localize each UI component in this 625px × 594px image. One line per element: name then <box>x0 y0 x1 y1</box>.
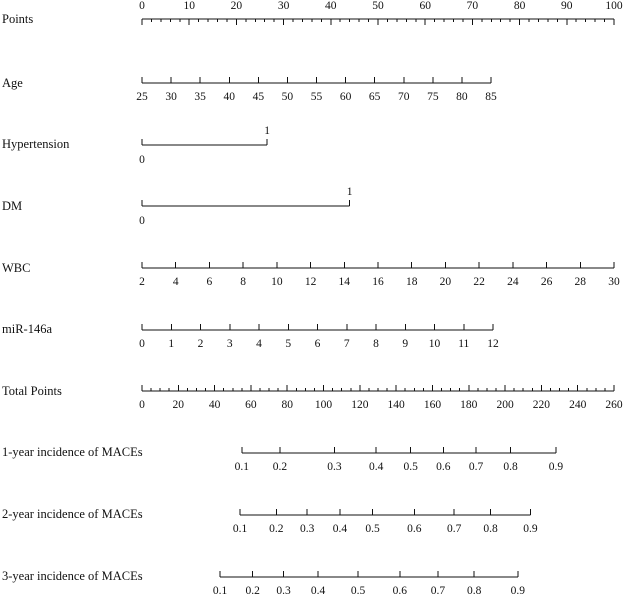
tick-label: 30 <box>608 276 620 288</box>
tick-label: 260 <box>605 399 623 411</box>
tick-label: 10 <box>271 276 283 288</box>
tick-label: 70 <box>398 91 410 103</box>
tick-label: 40 <box>223 91 235 103</box>
tick-label: 85 <box>485 91 497 103</box>
tick-label: 200 <box>496 399 514 411</box>
tick-label: 180 <box>460 399 478 411</box>
tick-label: 0.5 <box>350 585 366 594</box>
tick-label: 4 <box>256 338 262 350</box>
tick-label: 80 <box>456 91 468 103</box>
tick-label: 0.1 <box>234 461 250 473</box>
tick-label: 20 <box>230 0 243 12</box>
tick-label: 26 <box>540 276 553 288</box>
tick-label: 80 <box>281 399 293 411</box>
tick-label: 70 <box>466 0 479 12</box>
tick-label: 10 <box>183 0 195 12</box>
tick-label: 0.1 <box>212 585 228 594</box>
nomogram-row <box>2 186 353 227</box>
tick-label: 30 <box>277 0 290 12</box>
row-label: 2-year incidence of MACEs <box>2 507 143 521</box>
tick-label: 0.4 <box>332 523 348 535</box>
tick-label: 50 <box>281 91 294 103</box>
row-label: 3-year incidence of MACEs <box>2 569 143 583</box>
tick-label: 6 <box>314 338 321 350</box>
tick-label: 140 <box>387 399 405 411</box>
tick-label: 16 <box>372 276 384 288</box>
tick-label: 0 <box>139 154 145 166</box>
tick-label: 24 <box>507 276 519 288</box>
tick-label: 120 <box>351 399 369 411</box>
tick-label: 18 <box>405 276 418 288</box>
tick-label: 0.7 <box>430 585 446 594</box>
nomogram-row <box>2 569 525 594</box>
tick-label: 28 <box>574 276 587 288</box>
tick-label: 4 <box>172 276 179 288</box>
tick-label: 0.6 <box>392 585 407 594</box>
tick-label: 1 <box>346 186 353 198</box>
tick-label: 12 <box>487 338 499 350</box>
tick-label: 1 <box>168 338 175 350</box>
tick-label: 0.2 <box>245 585 260 594</box>
tick-label: 75 <box>427 91 439 103</box>
tick-label: 65 <box>368 91 381 103</box>
tick-label: 0.4 <box>368 461 384 473</box>
tick-label: 0.3 <box>327 461 342 473</box>
row-label: 1-year incidence of MACEs <box>2 445 143 459</box>
row-label: DM <box>2 199 23 213</box>
tick-label: 0.5 <box>365 523 380 535</box>
tick-label: 25 <box>136 91 148 103</box>
tick-label: 60 <box>339 91 352 103</box>
tick-label: 0 <box>139 0 145 12</box>
row-label: WBC <box>2 261 31 275</box>
nomogram-row <box>2 384 623 411</box>
tick-label: 0.6 <box>436 461 451 473</box>
tick-label: 30 <box>165 91 177 103</box>
tick-label: 80 <box>513 0 526 12</box>
tick-label: 160 <box>423 399 442 411</box>
tick-label: 45 <box>252 91 265 103</box>
tick-label: 6 <box>206 276 213 288</box>
tick-label: 0.7 <box>468 461 484 473</box>
tick-label: 60 <box>419 0 431 12</box>
row-label: miR-146a <box>2 322 52 336</box>
tick-label: 0.2 <box>269 523 284 535</box>
tick-label: 0.4 <box>310 585 326 594</box>
tick-label: 0.3 <box>276 585 291 594</box>
tick-label: 0.9 <box>548 461 564 473</box>
tick-label: 14 <box>338 276 351 288</box>
tick-label: 100 <box>605 0 623 12</box>
tick-label: 2 <box>197 338 204 350</box>
nomogram-row <box>2 261 620 288</box>
tick-label: 55 <box>310 91 323 103</box>
tick-label: 220 <box>532 399 551 411</box>
tick-label: 0.6 <box>407 523 422 535</box>
tick-label: 0.3 <box>300 523 315 535</box>
tick-label: 60 <box>245 399 257 411</box>
tick-label: 8 <box>373 338 379 350</box>
tick-label: 10 <box>428 338 441 350</box>
tick-label: 12 <box>304 276 317 288</box>
tick-label: 0.7 <box>447 523 462 535</box>
tick-label: 0 <box>139 399 145 411</box>
tick-label: 1 <box>264 125 270 137</box>
tick-label: 0.1 <box>232 523 248 535</box>
tick-label: 5 <box>285 338 292 350</box>
tick-label: 0.5 <box>403 461 418 473</box>
tick-label: 0.9 <box>523 523 538 535</box>
tick-label: 20 <box>439 276 452 288</box>
tick-label: 40 <box>325 0 337 12</box>
tick-label: 11 <box>458 338 470 350</box>
tick-label: 7 <box>343 338 350 350</box>
row-label: Total Points <box>2 384 62 398</box>
tick-label: 90 <box>561 0 573 12</box>
row-label: Age <box>2 76 23 90</box>
tick-label: 240 <box>569 399 587 411</box>
nomogram-row <box>2 76 497 103</box>
tick-label: 0.9 <box>510 585 525 594</box>
tick-label: 40 <box>208 399 221 411</box>
tick-label: 3 <box>226 338 233 350</box>
tick-label: 100 <box>314 399 333 411</box>
tick-label: 35 <box>194 91 206 103</box>
nomogram-row <box>2 322 499 350</box>
tick-label: 0.8 <box>483 523 498 535</box>
tick-label: 0.2 <box>272 461 288 473</box>
nomogram-row <box>2 0 623 26</box>
nomogram-row <box>2 445 563 473</box>
tick-label: 0 <box>139 215 145 227</box>
tick-label: 50 <box>372 0 384 12</box>
row-label: Hypertension <box>2 137 70 151</box>
tick-label: 22 <box>473 276 485 288</box>
tick-label: 0 <box>139 338 145 350</box>
tick-label: 20 <box>172 399 185 411</box>
tick-label: 2 <box>139 276 145 288</box>
tick-label: 0.8 <box>467 585 482 594</box>
tick-label: 9 <box>402 338 409 350</box>
tick-label: 0.8 <box>503 461 518 473</box>
nomogram-row <box>2 507 538 535</box>
tick-label: 8 <box>240 276 247 288</box>
row-label: Points <box>2 12 34 26</box>
nomogram-row <box>2 125 270 166</box>
